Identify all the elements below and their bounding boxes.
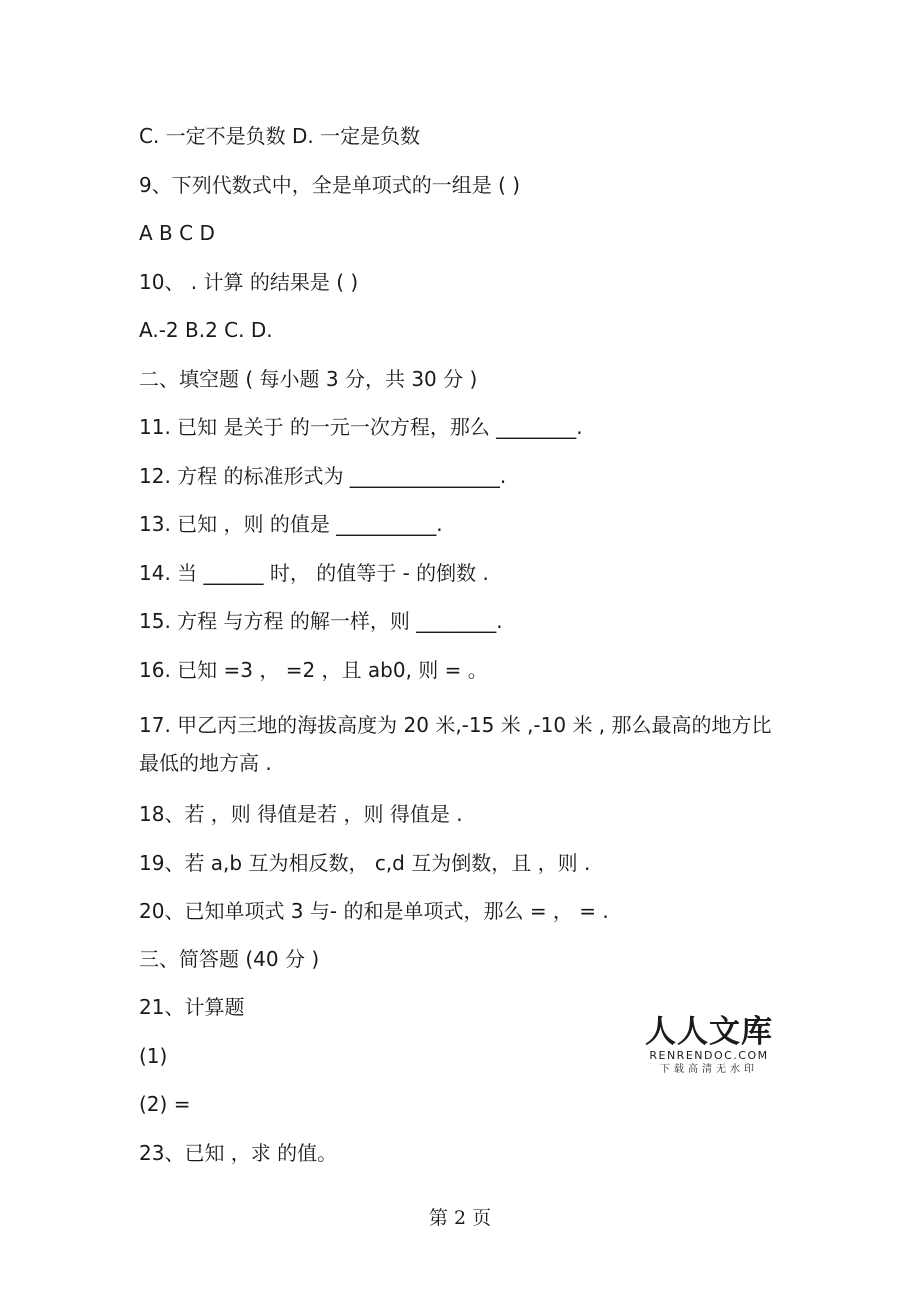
question-21: 21、计算题 xyxy=(139,995,245,1019)
question-21-part-1: (1) xyxy=(139,1044,168,1068)
page-number-footer: 第 2 页 xyxy=(428,1207,492,1229)
question-20: 20、已知单项式 3 与- 的和是单项式，那么 = ， = . xyxy=(139,899,609,923)
question-18: 18、若 ，则 得值是若 ，则 得值是 . xyxy=(139,802,463,826)
section-heading-short-answer: 三、简答题 (40 分 ) xyxy=(139,947,320,971)
watermark-subtitle: 下载高清无水印 xyxy=(660,1064,758,1075)
question-16: 16. 已知 =3 ， =2 ，且 ab0, 则 = 。 xyxy=(139,658,488,682)
question-9-options: A B C D xyxy=(139,221,215,245)
watermark-title: 人人文库 xyxy=(645,1014,773,1050)
question-17: 17. 甲乙丙三地的海拔高度为 20 米,-15 米 ,-10 米 , 那么最高的地方比最低的地方高 . xyxy=(139,713,772,775)
question-11: 11. 已知 是关于 的一元一次方程，那么 ________. xyxy=(139,415,583,439)
question-19: 19、若 a,b 互为相反数， c,d 互为倒数，且 ，则 . xyxy=(139,851,591,875)
watermark-url: RENRENDOC.COM xyxy=(649,1049,769,1062)
question-13: 13. 已知 ，则 的值是 __________. xyxy=(139,512,443,536)
question-9: 9、下列代数式中，全是单项式的一组是 ( ) xyxy=(139,173,521,197)
section-heading-fill-in: 二、填空题 ( 每小题 3 分，共 30 分 ) xyxy=(139,367,478,391)
question-21-part-2: (2) = xyxy=(139,1092,191,1116)
option-line-c-d: C. 一定不是负数 D. 一定是负数 xyxy=(139,124,421,148)
question-10: 10、 . 计算 的结果是 ( ) xyxy=(139,270,359,294)
question-23: 23、已知 ，求 的值。 xyxy=(139,1141,338,1165)
question-14: 14. 当 ______ 时， 的值等于 - 的倒数 . xyxy=(139,561,489,585)
watermark-logo xyxy=(645,1015,773,1077)
question-10-options: A.-2 B.2 C. D. xyxy=(139,318,273,342)
question-15: 15. 方程 与方程 的解一样，则 ________. xyxy=(139,609,503,633)
question-12: 12. 方程 的标准形式为 _______________. xyxy=(139,464,507,488)
